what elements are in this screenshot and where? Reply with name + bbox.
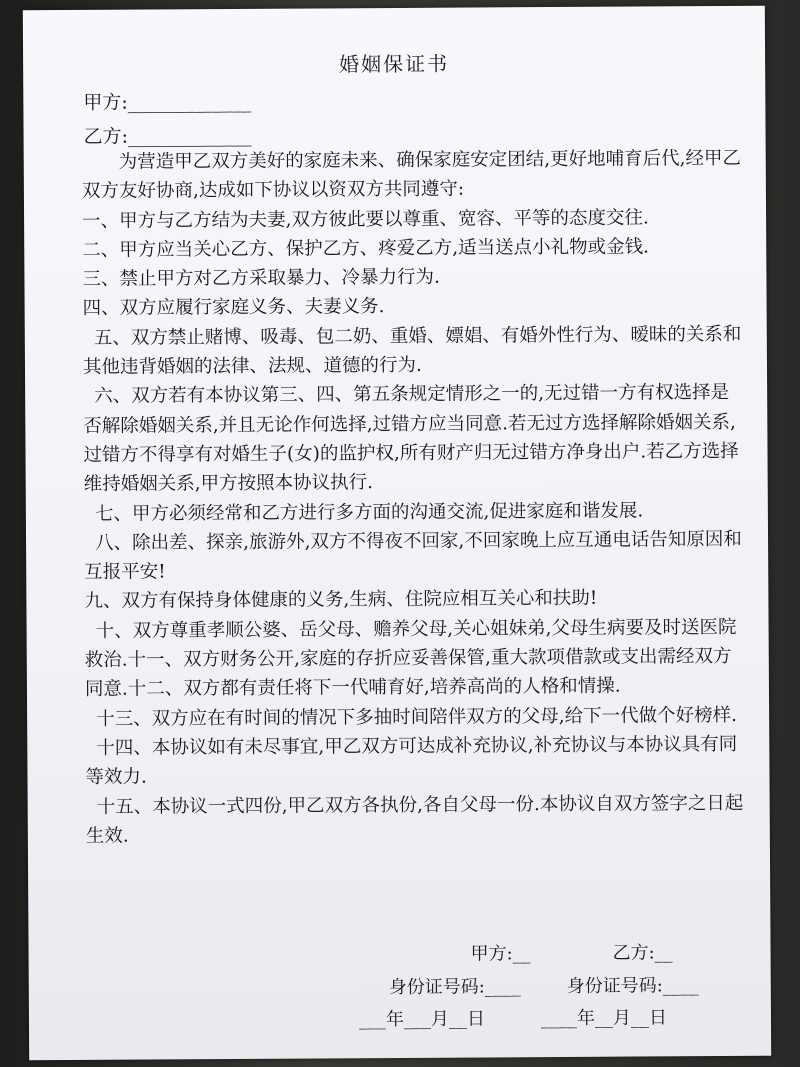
clause-10-12: 十、双方尊重孝顺公婆、岳父母、赡养父母,关心姐妹弟,父母生病要及时送医院救治.十一、双方财务公开,家庭的存折应妥善保管,重大款项借款或支出需经双方同意.十二、双方都有责任将下一代哺育好,培养高尚的人格和情操. xyxy=(84,616,737,701)
signature-party-b: 乙方:__ xyxy=(612,942,673,964)
id-number-party-a: 身份证号码:____ xyxy=(388,976,521,999)
clause-1: 一、甲方与乙方结为夫妻,双方彼此要以尊重、宽容、平等的态度交往. xyxy=(82,207,649,232)
clause-2: 二、甲方应当关心乙方、保护乙方、疼爱乙方,适当送点小礼物或金钱. xyxy=(82,236,650,261)
clause-7: 七、甲方必须经常和乙方进行多方面的沟通交流,促进家庭和谐发展. xyxy=(94,500,644,525)
clause-3: 三、禁止甲方对乙方采取暴力、冷暴力行为. xyxy=(82,266,440,291)
signature-party-a: 甲方:__ xyxy=(470,943,531,965)
date-party-b: ____年__月__日 xyxy=(540,1007,668,1030)
intro-paragraph: 为营造甲乙双方美好的家庭未来、确保家庭安定团结,更好地哺育后代,经甲乙双方友好协商,达成如下协议以资双方共同遵守: xyxy=(81,147,742,203)
party-a-line: 甲方:_____________ xyxy=(83,90,252,114)
clause-15: 十五、本协议一式四份,甲乙双方各执份,各自父母一份.本协议自双方签字之日起生效. xyxy=(85,792,744,847)
party-b-line: 乙方:_____________ xyxy=(83,124,252,148)
clause-9: 九、双方有保持身体健康的义务,生病、住院应相互关心和扶助! xyxy=(84,588,598,613)
clause-6: 六、双方若有本协议第三、四、第五条规定情形之一的,无过错一方有权选择是否解除婚姻关系,并且无论作何选择,过错方应当同意.若无过方选择解除婚姻关系,过错方不得享有对婚生子(女)的监护权,所有财产归无过错方净身出户.若乙方选择维持婚姻关系,甲方按照本协议执行. xyxy=(83,382,739,496)
id-number-party-b: 身份证号码:____ xyxy=(566,975,699,997)
clause-4: 四、双方应履行家庭义务、夫妻义务. xyxy=(82,296,385,320)
clause-8: 八、除出差、探亲,旅游外,双方不得夜不回家,不回家晚上应互通电话告知原因和互报平安! xyxy=(84,528,742,584)
paper-sheet xyxy=(23,6,771,1061)
clause-14: 十四、本协议如有未尽事宜,甲乙双方可达成补充协议,补充协议与本协议具有同等效力. xyxy=(85,733,738,789)
clause-5: 五、双方禁止赌博、吸毒、包二奶、重婚、嫖娼、有婚外性行为、暧昧的关系和其他违背婚姻的法律、法规、道德的行为. xyxy=(82,323,742,378)
document-body xyxy=(82,144,746,851)
document-title: 婚姻保证书 xyxy=(339,51,450,77)
date-party-a: ___年___月__日 xyxy=(358,1008,486,1031)
clause-13: 十三、双方应在有时间的情况下多抽时间陪伴双方的父母,给下一代做个好榜样. xyxy=(96,704,738,730)
